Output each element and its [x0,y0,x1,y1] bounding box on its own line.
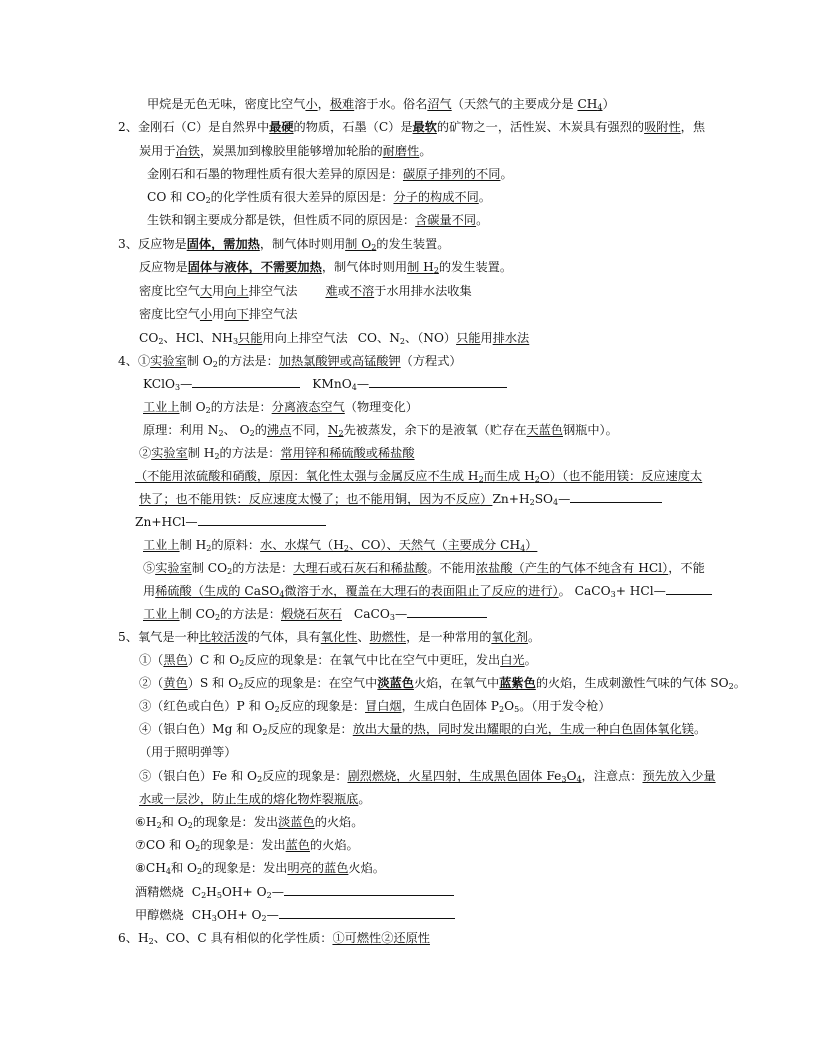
answer-blank[interactable] [407,606,487,618]
item-4-industry-o2: 工业上制 $O_2$的方法是：分离液态空气（物理变化） [143,400,418,415]
item-5-magnesium: ④（银白色）Mg 和 $O_2$反应的现象是：放出大量的热，同时发出耀眼的白光，生成一种白色固体氧化镁。 [139,722,707,737]
item-4-note-1: （不能用浓硫酸和硝酸，原因：氧化性太强与金属反应不生成 $H_2$而生成 $H_2O$）（也不能用镁：反应速度太 [135,469,703,484]
item-5-co: ⑦CO 和 $O_2$的现象是：发出蓝色的火焰。 [135,838,359,853]
item-4-principle: 原理：利用 $N_2$、 $O_2$的沸点不同，$N_2$先被蒸发，余下的是液氧（贮存在天蓝色钢瓶中）。 [143,423,618,438]
item-4-co2-note: 用稀硫酸（生成的 CaSO$_4$微溶于水，覆盖在大理石的表面阻止了反应的进行）。 CaCO$_3$+ HCl— [143,583,712,599]
item-5-phosphorus: ③（红色或白色）P 和 $O_2$反应的现象是：冒白烟，生成白色固体 $P_2O_5$。（用于发令枪） [139,699,611,714]
item-5-methanol: 甲醇燃烧 $CH_3OH+$ $O_2—$ [135,907,455,923]
answer-blank[interactable] [192,376,300,388]
answer-blank[interactable] [284,884,454,896]
item-4-kclo3-kmno4: KClO$_3$— KMnO$_4$— [143,376,507,392]
answer-blank[interactable] [570,491,662,503]
item-3-line-1: 3、反应物是固体，需加热，制气体时则用制 $O_2$的发生装置。 [118,237,450,252]
item-5-iron-note: 水或一层沙，防止生成的熔化物炸裂瓶底。 [139,792,371,806]
item-5-methane: $⑧CH_4$和 $O_2$的现象是：发出明亮的蓝色火焰。 [135,861,385,876]
item-4-industry-h2: 工业上制 $H_2$的原料：水、水煤气（$H_2$、CO）、天然气（主要成分 $CH_4$） [143,538,538,553]
item-5-carbon: ①（黑色）C 和 $O_2$反应的现象是：在氧气中比在空气中更旺，发出白光。 [139,653,537,668]
item-2-line-3: 金刚石和石墨的物理性质有很大差异的原因是：碳原子排列的不同。 [147,167,513,181]
item-2-line-4: CO 和 $CO_2$的化学性质有很大差异的原因是：分子的构成不同。 [147,190,491,205]
item-4-industry-co2: 工业上制 $CO_2$的方法是：煅烧石灰石 CaCO$_3$— [143,606,487,622]
item-4-note-2: 快了；也不能用铁：反应速度太慢了；也不能用铜，因为不反应）$Zn+H_2SO_4—$ [139,491,662,507]
item-5-ethanol: 酒精燃烧 $C_2H_5OH+$ $O_2—$ [135,884,454,900]
item-5-sulfur: ②（黄色）S 和 $O_2$反应的现象是：在空气中淡蓝色火焰，在氧气中蓝紫色的火焰，生成刺激性气味的气体 $SO_2$。 [139,676,746,691]
item-5-line-1: 5、氧气是一种比较活泼的气体，具有氧化性、助燃性，是一种常用的氧化剂。 [118,630,541,644]
item-5-iron: ⑤（银白色）Fe 和 $O_2$反应的现象是：剧烈燃烧，火星四射，生成黑色固体 $Fe_3O_4$，注意点：预先放入少量 [139,769,716,784]
item-5-hydrogen: $⑥H_2$和 $O_2$的现象是：发出淡蓝色的火焰。 [135,815,364,830]
answer-blank[interactable] [666,583,712,595]
item-4-lab-h2: ②实验室制 $H_2$的方法是：常用锌和稀硫酸或稀盐酸 [139,446,415,461]
item-3-line-2: 反应物是固体与液体，不需要加热，制气体时则用制 $H_2$的发生装置。 [139,260,513,275]
item-4-zn-hcl: Zn+HCl— [135,514,326,530]
line-1: 甲烷是无色无味，密度比空气小，极难溶于水。俗名沼气（天然气的主要成分是 $CH_4$） [147,97,615,112]
answer-blank[interactable] [279,907,455,919]
item-3-line-3: 密度比空气大用向上排空气法 难或不溶于水用排水法收集 [139,284,472,298]
item-6-line-1: 6、$H_2$、CO、C 具有相似的化学性质：①可燃性②还原性 [118,931,430,946]
item-4-line-1: 4、①实验室制 $O_2$的方法是：加热氯酸钾或高锰酸钾（方程式） [118,354,462,369]
item-2-line-1: 2、金刚石（C）是自然界中最硬的物质，石墨（C）是最软的矿物之一，活性炭、木炭具有强烈的吸附性，焦 [118,120,706,134]
item-5-magnesium-use: （用于照明弹等） [139,745,237,759]
item-2-line-5: 生铁和钢主要成分都是铁，但性质不同的原因是：含碳量不同。 [147,213,489,227]
item-3-line-5: $CO_2$、HCl、$NH_3$只能用向上排空气法 CO、$N_2$、（NO）只能用排水法 [139,331,530,346]
item-3-line-4: 密度比空气小用向下排空气法 [139,307,298,321]
answer-blank[interactable] [369,376,507,388]
item-2-line-2: 炭用于冶铁，炭黑加到橡胶里能够增加轮胎的耐磨性。 [139,144,432,158]
answer-blank[interactable] [198,514,326,526]
item-4-lab-co2: ⑤实验室制 $CO_2$的方法是：大理石或石灰石和稀盐酸。不能用浓盐酸（产生的气体不纯含有 HCl），不能 [143,561,705,576]
